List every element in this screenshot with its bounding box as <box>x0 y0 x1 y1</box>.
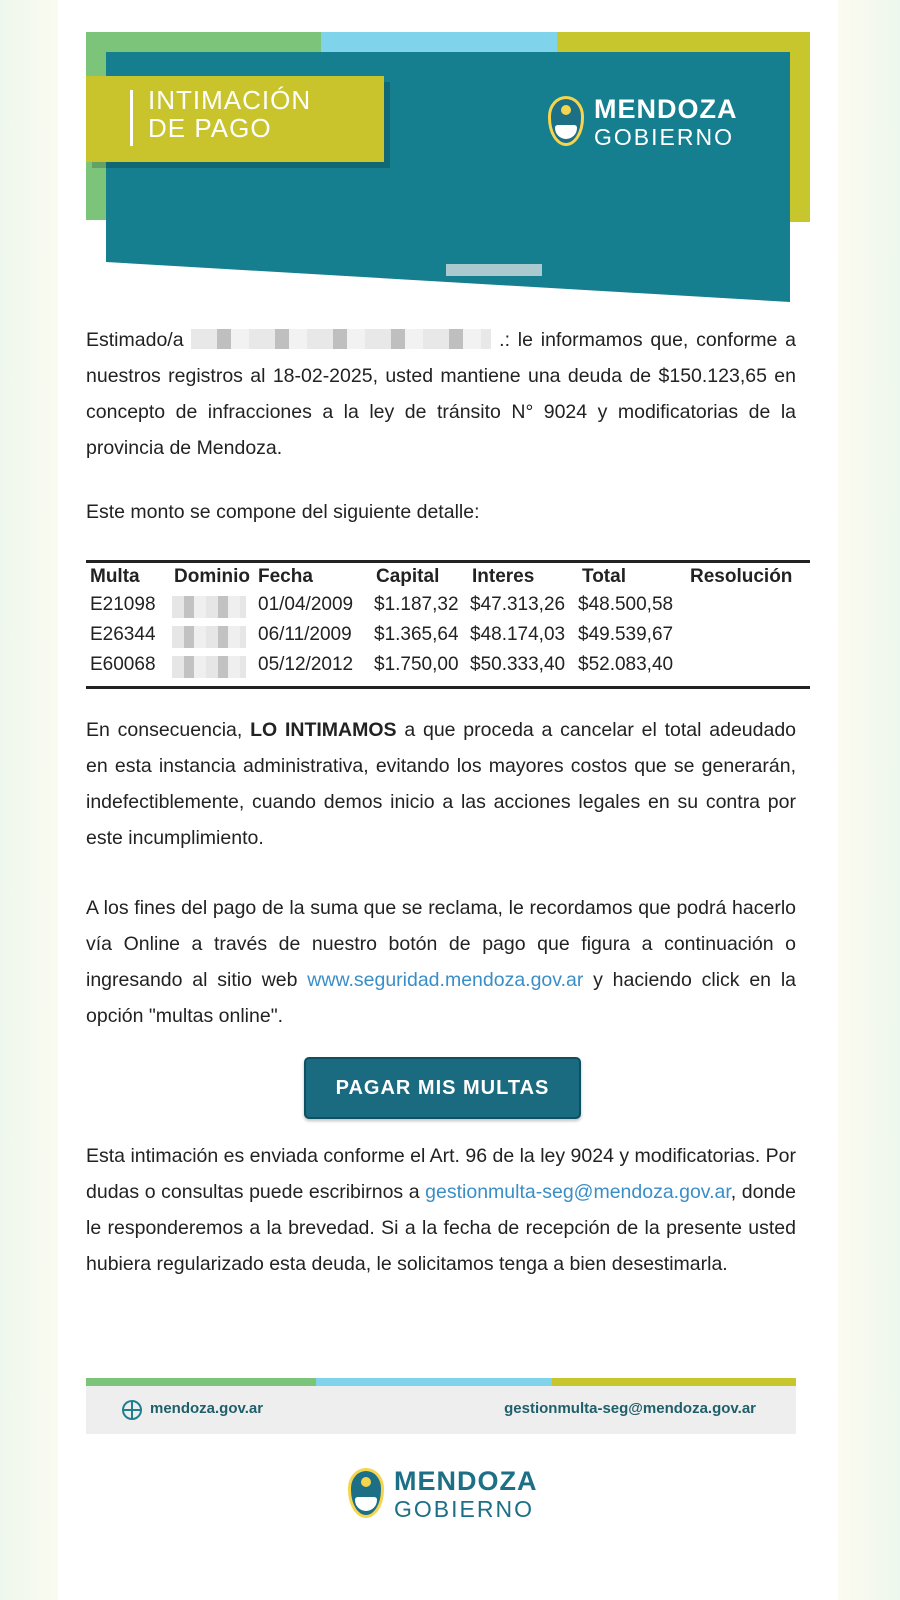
redacted-strip <box>446 264 542 276</box>
payment-pre: A los fines del pago de la suma que se reclama, le recordamos que podrá hacerlo vía Online a través de nuestro botón de pago que figura a continuación o ingresando al sitio web <box>86 897 796 991</box>
footer-email-link[interactable]: gestionmulta-seg@mendoza.gov.ar <box>504 1400 756 1417</box>
footer-site-link[interactable]: mendoza.gov.ar <box>150 1400 264 1417</box>
cell-interes: $48.174,03 <box>470 624 566 645</box>
legal-post: , donde le responderemos a la brevedad. Si a la fecha de recepción de la presente usted hubiera regularizado esta deuda, le solicitamos tenga a bien desestimarla. <box>86 1181 797 1275</box>
redacted-dominio <box>172 656 246 678</box>
cell-fecha: 05/12/2012 <box>258 654 354 675</box>
table-row <box>86 654 810 684</box>
cell-total: $52.083,40 <box>578 654 674 675</box>
footer-yellow-band <box>552 1378 796 1386</box>
header-total: Total <box>582 566 626 587</box>
footer-brand-name: MENDOZA <box>394 1466 538 1496</box>
header-multa: Multa <box>90 566 140 587</box>
redacted-dominio <box>172 596 246 618</box>
header-resolucion: Resolución <box>690 566 793 587</box>
table-row <box>86 624 810 654</box>
brand-name: MENDOZA <box>594 94 738 124</box>
consequence-post: a que proceda a cancelar el total adeudado en esta instancia administrativa, evitando los mayores costos que se generarán, indefectiblemente, cuando demos inicio a las acciones legales en su contra por este incumplimiento. <box>86 719 797 849</box>
cell-fecha: 01/04/2009 <box>258 594 354 615</box>
detail-intro: Este monto se compone del siguiente detalle: <box>86 501 480 523</box>
footer-brand-sub: GOBIERNO <box>394 1496 534 1522</box>
payment-post: y haciendo click en la opción "multas online". <box>86 969 796 1027</box>
header-interes: Interes <box>472 566 535 587</box>
header-capital: Capital <box>376 566 440 587</box>
intro-text: .: le informamos que, conforme a nuestros registros al 18-02-2025, usted mantiene una deuda de $150.123,65 en concepto de infracciones a la ley de tránsito N° 9024 y modificatorias de la provincia de Mendoza. <box>86 329 797 459</box>
header-banner <box>86 32 810 302</box>
cell-fecha: 06/11/2009 <box>258 624 352 645</box>
email-sheet <box>86 0 810 1600</box>
greeting: Estimado/a <box>86 329 184 351</box>
payment-paragraph <box>86 890 796 1034</box>
cell-multa: E21098 <box>90 594 156 615</box>
header-dominio: Dominio <box>174 566 250 587</box>
cell-capital: $1.365,64 <box>374 624 459 645</box>
footer-green-band <box>86 1378 316 1386</box>
consequence-paragraph <box>86 712 796 856</box>
globe-icon <box>122 1400 142 1420</box>
mendoza-logo <box>548 88 748 158</box>
cell-total: $48.500,58 <box>578 594 674 615</box>
email-link[interactable]: gestionmulta-seg@mendoza.gov.ar <box>425 1181 731 1203</box>
brand-sub: GOBIERNO <box>594 124 734 150</box>
cell-interes: $50.333,40 <box>470 654 566 675</box>
footer-logo <box>348 1460 548 1530</box>
table-header-row <box>86 566 810 596</box>
intro-paragraph <box>86 322 796 466</box>
pay-fines-button[interactable]: PAGAR MIS MULTAS <box>304 1057 581 1119</box>
consequence-bold: LO INTIMAMOS <box>250 719 397 741</box>
cell-multa: E60068 <box>90 654 156 675</box>
cell-multa: E26344 <box>90 624 156 645</box>
table-row <box>86 594 810 624</box>
seguridad-link[interactable]: www.seguridad.mendoza.gov.ar <box>307 969 584 991</box>
legal-paragraph <box>86 1138 796 1282</box>
page-title <box>148 86 311 142</box>
title-line-1: INTIMACIÓN <box>148 85 312 115</box>
redacted-name <box>191 329 491 349</box>
cell-total: $49.539,67 <box>578 624 674 645</box>
blue-band <box>321 32 557 54</box>
shield-icon <box>348 1468 384 1518</box>
table-bottom-rule <box>86 686 810 689</box>
redacted-dominio <box>172 626 246 648</box>
header-fecha: Fecha <box>258 566 313 587</box>
footer-bar <box>86 1386 796 1434</box>
consequence-pre: En consecuencia, <box>86 719 243 741</box>
footer-blue-band <box>316 1378 552 1386</box>
title-accent-bar <box>130 90 133 146</box>
cell-interes: $47.313,26 <box>470 594 566 615</box>
title-box <box>86 76 384 162</box>
legal-pre: Esta intimación es enviada conforme el Art. 96 de la ley 9024 y modificatorias. Por dudas o consultas puede escribirnos a <box>86 1145 796 1203</box>
cell-capital: $1.187,32 <box>374 594 459 615</box>
table-top-rule <box>86 560 810 563</box>
shield-icon <box>548 96 584 146</box>
title-line-2: DE PAGO <box>148 113 272 143</box>
email-page <box>58 0 838 1600</box>
cell-capital: $1.750,00 <box>374 654 459 675</box>
